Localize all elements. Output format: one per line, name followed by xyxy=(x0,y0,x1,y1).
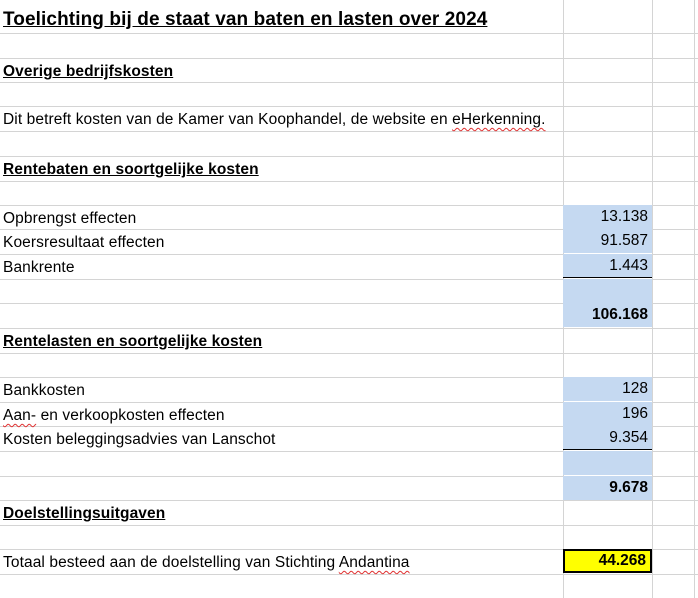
empty-row xyxy=(0,451,698,476)
section-heading-row xyxy=(0,156,698,181)
section-heading-row xyxy=(0,328,698,353)
row-value[interactable]: 9.354 xyxy=(563,426,652,450)
row-value[interactable]: 196 xyxy=(563,402,652,426)
section-heading-rentelasten: Rentelasten en soortgelijke kosten xyxy=(3,333,263,350)
row-gridline xyxy=(0,525,698,526)
row-value[interactable]: 1.443 xyxy=(563,254,652,278)
overige-description xyxy=(3,111,546,129)
row-gridline xyxy=(0,181,698,182)
rentebaten-total[interactable]: 106.168 xyxy=(563,303,652,327)
rentelasten-total[interactable]: 9.678 xyxy=(563,476,652,500)
table-row xyxy=(0,377,698,402)
row-label-rest: en verkoopkosten effecten xyxy=(36,407,225,424)
table-row xyxy=(0,549,698,574)
total-row xyxy=(0,303,698,328)
row-gridline xyxy=(0,574,698,575)
doelstelling-label xyxy=(3,554,410,572)
row-value[interactable]: 13.138 xyxy=(563,205,652,229)
row-gridline xyxy=(0,353,698,354)
row-label: Opbrengst effecten xyxy=(3,210,137,227)
row-gridline xyxy=(0,33,698,34)
page-title: Toelichting bij de staat van baten en lasten over 2024 xyxy=(3,9,488,30)
spellcheck-word: Andantina xyxy=(338,554,410,571)
doelstelling-value[interactable]: 44.268 xyxy=(563,549,652,573)
table-row xyxy=(0,254,698,279)
empty-value-cell[interactable] xyxy=(563,279,652,303)
row-label: Bankkosten xyxy=(3,382,85,399)
section-heading-row xyxy=(0,58,698,83)
description-row xyxy=(0,106,698,131)
spellcheck-word: eHerkenning. xyxy=(452,111,546,128)
row-label: Bankrente xyxy=(3,259,75,276)
table-row xyxy=(0,205,698,230)
description-text: Dit betreft kosten van de Kamer van Koophandel, de website en xyxy=(3,111,453,128)
spellcheck-word: Aan- xyxy=(3,407,37,424)
row-label: Koersresultaat effecten xyxy=(3,234,165,251)
table-row xyxy=(0,402,698,427)
section-heading-doelstelling: Doelstellingsuitgaven xyxy=(3,505,166,522)
row-label: Kosten beleggingsadvies van Lanschot xyxy=(3,431,276,448)
total-row xyxy=(0,476,698,501)
section-heading-overige: Overige bedrijfskosten xyxy=(3,63,174,80)
section-heading-rentebaten: Rentebaten en soortgelijke kosten xyxy=(3,161,259,178)
table-row xyxy=(0,426,698,451)
doelstelling-label-text: Totaal besteed aan de doelstelling van Stichting xyxy=(3,554,339,571)
empty-value-cell[interactable] xyxy=(563,451,652,475)
row-gridline xyxy=(0,131,698,132)
row-label xyxy=(3,407,225,425)
section-heading-row xyxy=(0,500,698,525)
row-value[interactable]: 91.587 xyxy=(563,229,652,253)
table-row xyxy=(0,229,698,254)
empty-row xyxy=(0,279,698,304)
row-value[interactable]: 128 xyxy=(563,377,652,401)
title-row xyxy=(0,5,698,33)
